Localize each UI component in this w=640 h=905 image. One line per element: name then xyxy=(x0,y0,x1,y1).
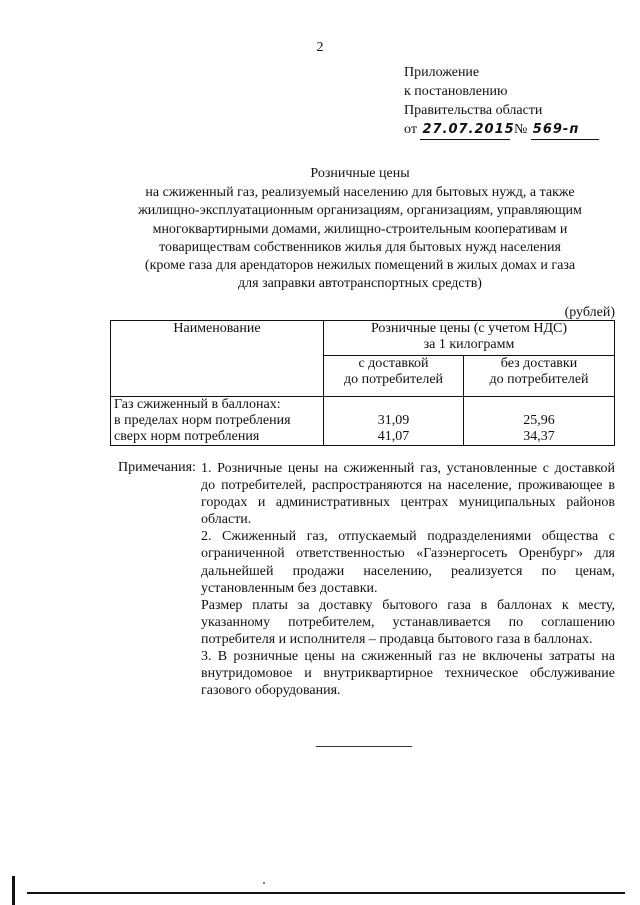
row-name: в пределах норм потребления xyxy=(114,413,291,428)
appendix-line-1: Приложение xyxy=(404,65,480,80)
notes-label: Примечания: xyxy=(118,460,196,475)
subheader-with-delivery-line-2: до потребителей xyxy=(343,372,444,387)
scan-edge-mark xyxy=(12,876,15,905)
header-price xyxy=(324,321,615,356)
price-with-delivery: 31,09 xyxy=(377,413,410,428)
price-without-delivery: 25,96 xyxy=(523,413,555,428)
title-line: многоквартирными домами, жилищно-строительным кооперативам и xyxy=(152,221,568,237)
header-name xyxy=(111,321,324,397)
end-separator-line xyxy=(316,746,412,747)
row-names-cell xyxy=(111,397,324,446)
group-label: Газ сжиженный в баллонах: xyxy=(114,397,281,412)
notes-block xyxy=(201,460,615,699)
header-name-label: Наименование xyxy=(173,321,261,336)
appendix-date-line xyxy=(404,120,599,140)
document-title xyxy=(80,165,640,293)
header-price-line-1: Розничные цены (с учетом НДС) xyxy=(370,321,568,336)
without-delivery-cell xyxy=(464,397,615,446)
unit-note: (рублей) xyxy=(564,305,615,320)
with-delivery-cell xyxy=(324,397,464,446)
appendix-line-3: Правительства области xyxy=(404,103,543,118)
title-line: для заправки автотранспортных средств) xyxy=(238,276,482,292)
note-paragraph: Размер платы за доставку бытового газа в баллонах к месту, указанному потребителем, устанавливается по соглашению потребителя и исполнителя – продавца бытового газа в баллонах. xyxy=(201,597,615,647)
subheader-without-delivery xyxy=(464,356,615,397)
header-price-line-2: за 1 килограмм xyxy=(423,337,515,352)
subheader-without-delivery-line-1: без доставки xyxy=(500,356,578,371)
title-line: на сжиженный газ, реализуемый населению для бытовых нужд, а также xyxy=(145,185,575,201)
number-prefix: № xyxy=(513,122,528,137)
subheader-with-delivery xyxy=(324,356,464,397)
price-without-delivery: 34,37 xyxy=(523,429,555,444)
title-line: (кроме газа для арендаторов нежилых помещений в жилых домах и газа xyxy=(144,258,576,274)
title-heading: Розничные цены xyxy=(310,166,410,181)
page-number: 2 xyxy=(316,40,324,55)
bottom-border-line xyxy=(27,892,625,894)
subheader-with-delivery-line-1: с доставкой xyxy=(358,356,429,371)
appendix-block xyxy=(404,63,599,140)
note-paragraph: 2. Сжиженный газ, отпускаемый подразделениями общества с ограниченной ответственностью «Газэнергосеть Оренбург» для дальнейшей продажи населению, реализуется по ценам, установленным без доставки. xyxy=(201,529,615,596)
subheader-without-delivery-line-2: до потребителей xyxy=(489,372,589,387)
scan-speck xyxy=(263,882,265,884)
appendix-line-2: к постановлению xyxy=(404,84,508,99)
title-line: жилищно-эксплуатационным организациям, организациям, управляющим xyxy=(138,203,582,219)
price-with-delivery: 41,07 xyxy=(377,429,410,444)
handwritten-number: 569-п xyxy=(531,120,599,140)
title-line: товариществам собственников жилья для бытовых нужд населения xyxy=(159,239,561,255)
price-table xyxy=(110,320,615,446)
note-paragraph: 3. В розничные цены на сжиженный газ не включены затраты на внутридомовое и внутриквартирное техническое обслуживание газового оборудования. xyxy=(201,649,615,699)
handwritten-date: 27.07.2015 xyxy=(420,120,510,140)
date-prefix: от xyxy=(404,122,417,137)
table-row xyxy=(111,397,615,446)
note-paragraph: 1. Розничные цены на сжиженный газ, установленные с доставкой до потребителей, распространяются на население, проживающее в городах и административных центрах муниципальных районов области. xyxy=(201,461,615,528)
row-name: сверх норм потребления xyxy=(114,429,260,444)
